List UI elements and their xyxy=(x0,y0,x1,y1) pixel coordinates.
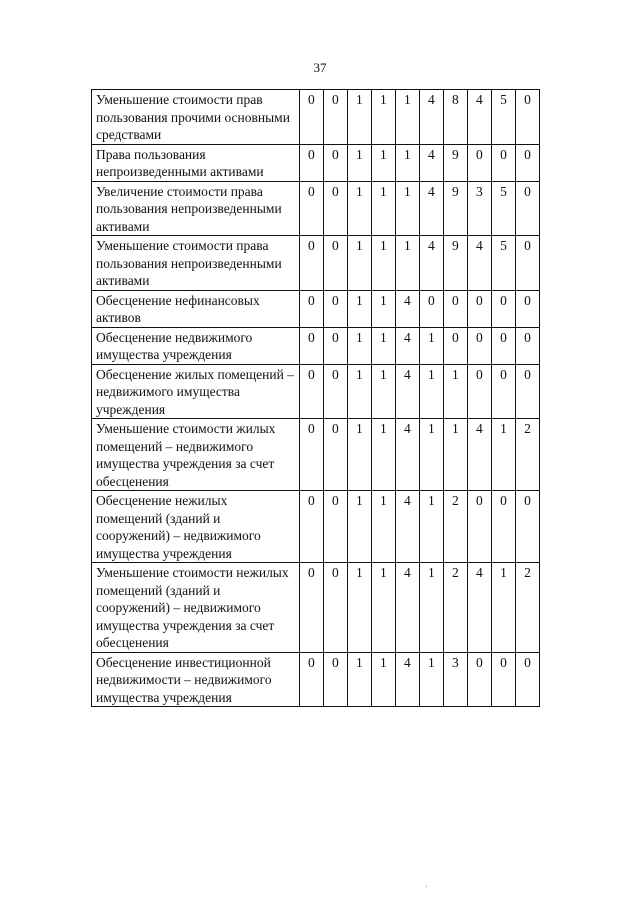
code-digit-cell: 0 xyxy=(491,652,515,707)
code-digit-cell: 1 xyxy=(347,181,371,236)
code-digit-cell: 1 xyxy=(419,652,443,707)
table-row xyxy=(92,491,540,563)
code-digit-cell: 0 xyxy=(467,327,491,364)
code-digit-cell: 1 xyxy=(491,563,515,653)
code-digit-cell: 1 xyxy=(419,327,443,364)
code-digit-cell: 0 xyxy=(467,364,491,419)
code-digit-cell: 0 xyxy=(323,236,347,291)
code-digit-cell: 0 xyxy=(515,144,539,181)
code-digit-cell: 1 xyxy=(395,90,419,145)
code-digit-cell: 0 xyxy=(323,419,347,491)
code-digit-cell: 2 xyxy=(443,563,467,653)
page-number: 37 xyxy=(313,60,327,75)
code-digit-cell: 1 xyxy=(419,491,443,563)
code-digit-cell: 3 xyxy=(467,181,491,236)
account-name-cell: Обесценение нежилых помещений (зданий и сооружений) – недвижимого имущества учреждения xyxy=(92,491,300,563)
account-name-cell: Уменьшение стоимости права пользования непроизведенными активами xyxy=(92,236,300,291)
footer-mark: ' xyxy=(426,884,428,893)
code-digit-cell: 1 xyxy=(347,491,371,563)
code-digit-cell: 0 xyxy=(491,290,515,327)
code-digit-cell: 0 xyxy=(443,327,467,364)
account-name-cell: Уменьшение стоимости прав пользования прочими основными средствами xyxy=(92,90,300,145)
code-digit-cell: 0 xyxy=(491,364,515,419)
code-digit-cell: 1 xyxy=(443,419,467,491)
table-row xyxy=(92,327,540,364)
code-digit-cell: 0 xyxy=(491,491,515,563)
code-digit-cell: 0 xyxy=(323,491,347,563)
code-digit-cell: 0 xyxy=(515,90,539,145)
table-row xyxy=(92,236,540,291)
code-digit-cell: 4 xyxy=(419,144,443,181)
code-digit-cell: 0 xyxy=(323,652,347,707)
code-digit-cell: 0 xyxy=(515,327,539,364)
code-digit-cell: 1 xyxy=(395,236,419,291)
code-digit-cell: 0 xyxy=(323,90,347,145)
account-name-cell: Обесценение инвестиционной недвижимости – недвижимого имущества учреждения xyxy=(92,652,300,707)
code-digit-cell: 3 xyxy=(443,652,467,707)
code-digit-cell: 2 xyxy=(443,491,467,563)
code-digit-cell: 1 xyxy=(371,364,395,419)
code-digit-cell: 4 xyxy=(467,419,491,491)
code-digit-cell: 9 xyxy=(443,236,467,291)
account-name-cell: Права пользования непроизведенными активами xyxy=(92,144,300,181)
code-digit-cell: 4 xyxy=(395,364,419,419)
account-name-cell: Уменьшение стоимости нежилых помещений (зданий и сооружений) – недвижимого имущества учреждения за счет обесценения xyxy=(92,563,300,653)
code-digit-cell: 0 xyxy=(419,290,443,327)
code-digit-cell: 8 xyxy=(443,90,467,145)
code-digit-cell: 0 xyxy=(491,144,515,181)
code-digit-cell: 0 xyxy=(299,236,323,291)
code-digit-cell: 1 xyxy=(347,290,371,327)
code-digit-cell: 1 xyxy=(395,181,419,236)
table-row xyxy=(92,144,540,181)
table-row xyxy=(92,90,540,145)
table-row xyxy=(92,652,540,707)
account-name-cell: Увеличение стоимости права пользования непроизведенными активами xyxy=(92,181,300,236)
code-digit-cell: 0 xyxy=(323,364,347,419)
code-digit-cell: 1 xyxy=(371,181,395,236)
table-row xyxy=(92,290,540,327)
code-digit-cell: 1 xyxy=(395,144,419,181)
code-digit-cell: 2 xyxy=(515,563,539,653)
code-digit-cell: 4 xyxy=(395,563,419,653)
code-digit-cell: 0 xyxy=(299,290,323,327)
account-name-cell: Уменьшение стоимости жилых помещений – недвижимого имущества учреждения за счет обесценения xyxy=(92,419,300,491)
code-digit-cell: 0 xyxy=(299,364,323,419)
code-digit-cell: 4 xyxy=(395,491,419,563)
code-digit-cell: 1 xyxy=(347,236,371,291)
account-code-table xyxy=(91,89,540,707)
code-digit-cell: 4 xyxy=(419,236,443,291)
code-digit-cell: 4 xyxy=(467,90,491,145)
code-digit-cell: 1 xyxy=(419,419,443,491)
account-name-cell: Обесценение недвижимого имущества учреждения xyxy=(92,327,300,364)
code-digit-cell: 4 xyxy=(395,327,419,364)
code-digit-cell: 5 xyxy=(491,90,515,145)
code-digit-cell: 1 xyxy=(371,491,395,563)
code-digit-cell: 1 xyxy=(371,419,395,491)
code-digit-cell: 1 xyxy=(371,90,395,145)
code-digit-cell: 1 xyxy=(371,144,395,181)
table-row xyxy=(92,364,540,419)
code-digit-cell: 1 xyxy=(491,419,515,491)
code-digit-cell: 2 xyxy=(515,419,539,491)
code-digit-cell: 0 xyxy=(515,236,539,291)
code-digit-cell: 0 xyxy=(491,327,515,364)
code-digit-cell: 1 xyxy=(347,364,371,419)
code-digit-cell: 9 xyxy=(443,181,467,236)
code-digit-cell: 1 xyxy=(347,419,371,491)
code-digit-cell: 1 xyxy=(443,364,467,419)
code-digit-cell: 0 xyxy=(515,290,539,327)
code-digit-cell: 1 xyxy=(347,90,371,145)
code-digit-cell: 0 xyxy=(323,563,347,653)
code-digit-cell: 1 xyxy=(371,652,395,707)
table-row xyxy=(92,563,540,653)
code-digit-cell: 1 xyxy=(347,563,371,653)
code-digit-cell: 1 xyxy=(347,652,371,707)
code-digit-cell: 1 xyxy=(419,563,443,653)
code-digit-cell: 5 xyxy=(491,236,515,291)
code-digit-cell: 0 xyxy=(323,327,347,364)
code-digit-cell: 0 xyxy=(299,652,323,707)
code-digit-cell: 1 xyxy=(419,364,443,419)
code-digit-cell: 4 xyxy=(395,652,419,707)
code-digit-cell: 0 xyxy=(515,181,539,236)
code-digit-cell: 0 xyxy=(467,491,491,563)
code-digit-cell: 0 xyxy=(299,491,323,563)
code-digit-cell: 4 xyxy=(395,419,419,491)
code-digit-cell: 0 xyxy=(467,652,491,707)
code-digit-cell: 4 xyxy=(419,90,443,145)
code-digit-cell: 0 xyxy=(323,144,347,181)
code-digit-cell: 1 xyxy=(347,327,371,364)
code-digit-cell: 0 xyxy=(515,652,539,707)
code-digit-cell: 1 xyxy=(371,327,395,364)
code-digit-cell: 1 xyxy=(347,144,371,181)
account-name-cell: Обесценение нефинансовых активов xyxy=(92,290,300,327)
code-digit-cell: 0 xyxy=(515,364,539,419)
code-digit-cell: 1 xyxy=(371,236,395,291)
code-digit-cell: 0 xyxy=(299,90,323,145)
code-digit-cell: 9 xyxy=(443,144,467,181)
table-row xyxy=(92,181,540,236)
table-row xyxy=(92,419,540,491)
code-digit-cell: 0 xyxy=(443,290,467,327)
code-digit-cell: 0 xyxy=(515,491,539,563)
code-digit-cell: 4 xyxy=(467,563,491,653)
code-digit-cell: 4 xyxy=(467,236,491,291)
code-digit-cell: 0 xyxy=(299,144,323,181)
code-digit-cell: 0 xyxy=(467,144,491,181)
code-digit-cell: 0 xyxy=(299,419,323,491)
code-digit-cell: 1 xyxy=(371,563,395,653)
code-digit-cell: 0 xyxy=(299,181,323,236)
code-digit-cell: 4 xyxy=(395,290,419,327)
code-digit-cell: 4 xyxy=(419,181,443,236)
code-digit-cell: 0 xyxy=(299,327,323,364)
code-digit-cell: 5 xyxy=(491,181,515,236)
account-name-cell: Обесценение жилых помещений – недвижимого имущества учреждения xyxy=(92,364,300,419)
code-digit-cell: 0 xyxy=(467,290,491,327)
code-digit-cell: 0 xyxy=(323,181,347,236)
table-body xyxy=(92,90,540,707)
code-digit-cell: 0 xyxy=(323,290,347,327)
code-digit-cell: 0 xyxy=(299,563,323,653)
code-digit-cell: 1 xyxy=(371,290,395,327)
